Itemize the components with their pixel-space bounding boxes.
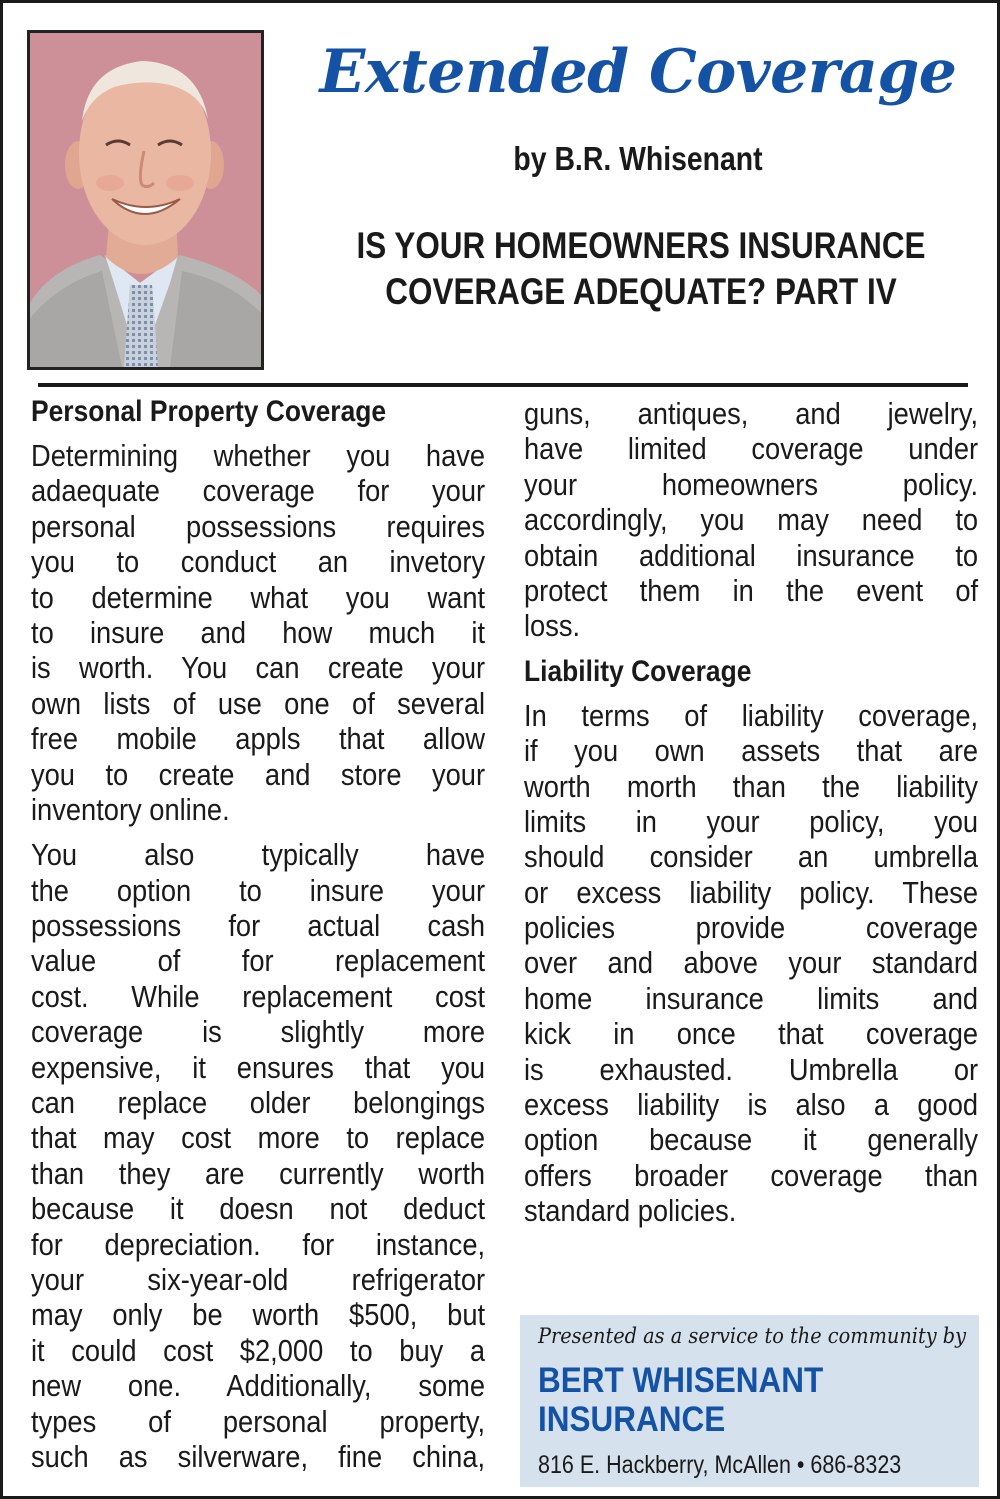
text-line: over and above your standard (524, 945, 979, 981)
text-line: Determining whether you have (31, 438, 486, 473)
text-line: home insurance limits and (524, 980, 979, 1016)
text-line: possessions for actual cash (31, 908, 486, 944)
paragraph-1 (31, 438, 485, 827)
text-line: for depreciation. for instance, (31, 1226, 486, 1262)
text-line: if you own assets that are (524, 733, 979, 769)
section-heading-liability: Liability Coverage (524, 654, 752, 688)
text-line: to determine what you want (31, 579, 486, 615)
text-line: you to create and store your (31, 756, 486, 792)
sponsor-name-line2: INSURANCE (538, 1400, 726, 1439)
article-headline (327, 223, 956, 315)
text-line: expensive, it ensures that you (31, 1049, 486, 1085)
text-line: your six-year-old refrigerator (31, 1261, 486, 1297)
text-line: offers broader coverage than (524, 1157, 979, 1193)
text-line: have limited coverage under (524, 431, 979, 467)
left-column (31, 394, 485, 1474)
text-line: may only be worth $500, but (31, 1297, 486, 1333)
text-line: free mobile appls that allow (31, 721, 486, 757)
text-line: inventory online. (31, 791, 230, 827)
text-line: guns, antiques, and jewelry, (524, 396, 979, 431)
text-line: obtain additional insurance to (524, 537, 979, 573)
text-line: is worth. You can create your (31, 650, 486, 686)
text-line: value of for replacement (31, 943, 486, 979)
text-line: personal possessions requires (31, 508, 486, 544)
text-line: than they are currently worth (31, 1155, 486, 1191)
text-line: you to conduct an invetory (31, 544, 486, 580)
text-line: new one. Additionally, some (31, 1368, 486, 1404)
text-line: or excess liability policy. These (524, 874, 979, 910)
text-line: loss. (524, 608, 581, 644)
right-column (524, 396, 978, 1229)
section-heading-personal-property: Personal Property Coverage (31, 395, 387, 428)
text-line: because it doesn not deduct (31, 1191, 486, 1227)
sponsor-box (520, 1315, 979, 1487)
text-line: worth morth than the liability (524, 768, 979, 804)
text-line: types of personal property, (31, 1403, 486, 1439)
text-line: accordingly, you may need to (524, 502, 979, 538)
text-line: your homeowners policy. (524, 466, 979, 502)
text-line: adaequate coverage for your (31, 473, 486, 509)
text-line: cost. While replacement cost (31, 978, 486, 1014)
sponsor-presented-text: Presented as a service to the community by (538, 1324, 967, 1348)
divider (38, 383, 968, 387)
column-title: Extended Coverage (319, 37, 957, 107)
text-line: own lists of use one of several (31, 685, 486, 721)
text-line: is exhausted. Umbrella or (524, 1051, 979, 1087)
text-line: excess liability is also a good (524, 1087, 979, 1123)
text-line: to insure and how much it (31, 614, 486, 650)
text-line: the option to insure your (31, 872, 486, 908)
text-line: that may cost more to replace (31, 1120, 486, 1156)
paragraph-2 (31, 837, 485, 1474)
text-line: coverage is slightly more (31, 1014, 486, 1050)
paragraph-2-continued (524, 396, 978, 644)
author-photo (27, 30, 264, 370)
sponsor-address: 816 E. Hackberry, McAllen • 686-8323 (538, 1451, 902, 1479)
headline-line: IS YOUR HOMEOWNERS INSURANCE (356, 225, 926, 266)
byline: by B.R. Whisenant (513, 140, 763, 177)
text-line: it could cost $2,000 to buy a (31, 1332, 486, 1368)
text-line: such as silverware, fine china, (31, 1438, 486, 1474)
text-line: protect them in the event of (524, 572, 979, 608)
text-line: policies provide coverage (524, 910, 979, 946)
text-line: option because it generally (524, 1122, 979, 1158)
text-line: In terms of liability coverage, (524, 697, 979, 733)
sponsor-name: BERT WHISENANT (538, 1361, 824, 1400)
text-line: can replace older belongings (31, 1085, 486, 1121)
text-line: You also typically have (31, 837, 486, 873)
text-line: standard policies. (524, 1193, 737, 1229)
headline-line: COVERAGE ADEQUATE? PART IV (385, 271, 897, 312)
text-line: kick in once that coverage (524, 1016, 979, 1052)
text-line: should consider an umbrella (524, 839, 979, 875)
text-line: limits in your policy, you (524, 803, 979, 839)
paragraph-liability (524, 698, 978, 1229)
author-headshot-image (30, 33, 261, 367)
